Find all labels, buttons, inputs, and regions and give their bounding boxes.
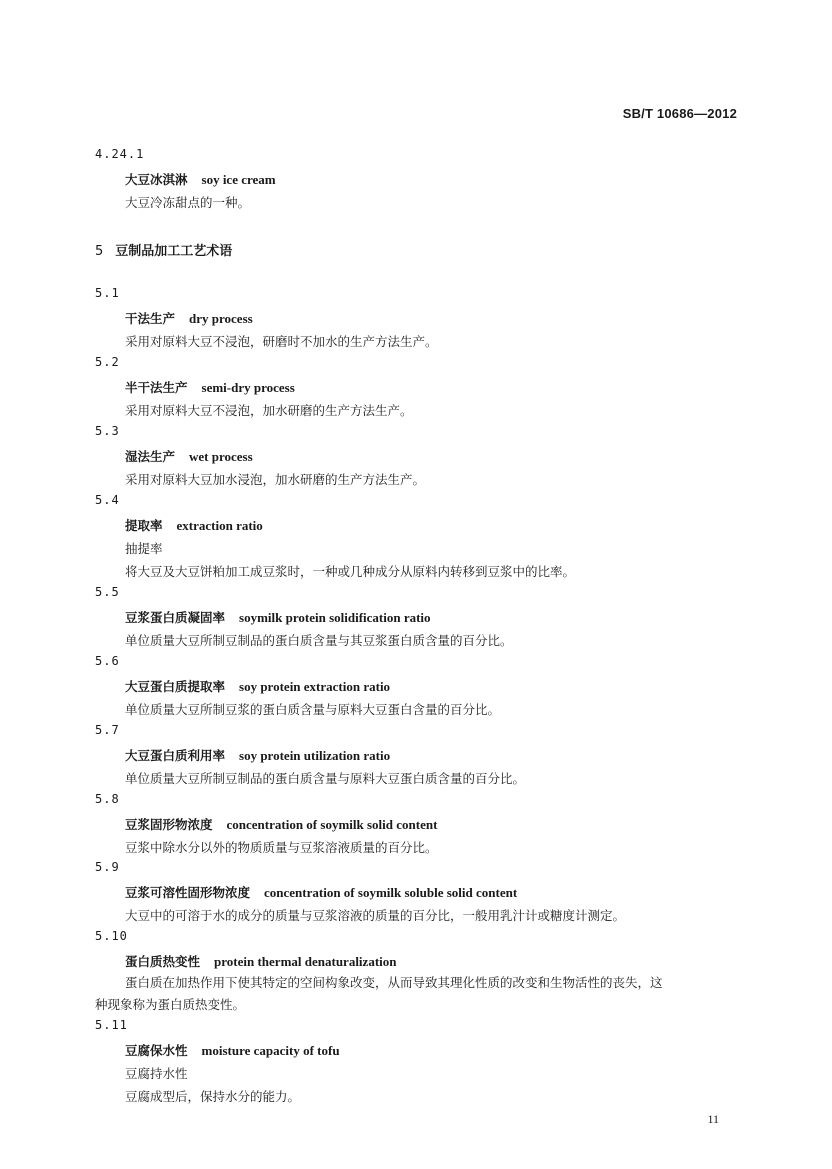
term-en: dry process [189,311,253,326]
term-heading [125,746,390,764]
term-definition [95,972,737,1016]
term-zh: 蛋白质热变性 [125,954,201,969]
term-en: soy ice cream [201,172,276,187]
clause-number: 5.2 [95,355,120,369]
term-heading [125,883,517,901]
term-definition: 将大豆及大豆饼粕加工成豆浆时，一种或几种成分从原料内转移到豆浆中的比率。 [125,564,576,579]
page-number: 11 [707,1112,719,1126]
term-definition: 大豆中的可溶于水的成分的质量与豆浆溶液的质量的百分比，一般用乳汁计或糖度计测定。 [125,908,626,923]
term-heading [125,516,263,534]
term-definition: 单位质量大豆所制豆制品的蛋白质含量与原料大豆蛋白质含量的百分比。 [125,771,526,786]
term-zh: 豆腐保水性 [125,1043,188,1058]
term-heading [125,677,390,695]
clause-number: 4.24.1 [95,147,145,161]
term-zh: 豆浆固形物浓度 [125,817,213,832]
term-definition: 采用对原料大豆不浸泡，研磨时不加水的生产方法生产。 [125,334,438,349]
term-definition: 单位质量大豆所制豆制品的蛋白质含量与其豆浆蛋白质含量的百分比。 [125,633,513,648]
section-title: 豆制品加工工艺术语 [115,244,233,259]
term-zh: 大豆蛋白质提取率 [125,679,226,694]
term-zh: 大豆冰淇淋 [125,172,188,187]
clause-number: 5.4 [95,493,120,507]
term-en: protein thermal denaturalization [214,954,397,969]
term-en: wet process [189,449,253,464]
clause-number: 5.8 [95,792,120,806]
term-definition: 采用对原料大豆不浸泡，加水研磨的生产方法生产。 [125,403,413,418]
term-heading [125,170,276,188]
clause-number: 5.11 [95,1018,128,1032]
term-definition-line: 蛋白质在加热作用下使其特定的空间构象改变，从而导致其理化性质的改变和生物活性的丧失，这 [125,975,663,990]
term-en: soy protein extraction ratio [239,679,391,694]
term-zh: 豆浆可溶性固形物浓度 [125,885,251,900]
term-zh: 提取率 [125,518,163,533]
term-synonym: 豆腐持水性 [125,1066,188,1081]
term-zh: 半干法生产 [125,380,188,395]
term-zh: 干法生产 [125,311,176,326]
term-heading [125,608,431,626]
term-heading [125,815,437,833]
section-number: 5 [95,244,104,259]
term-synonym: 抽提率 [125,541,163,556]
term-heading [125,1041,340,1059]
term-en: moisture capacity of tofu [201,1043,340,1058]
standard-code: SB/T 10686—2012 [622,106,737,121]
term-definition: 采用对原料大豆加水浸泡，加水研磨的生产方法生产。 [125,472,426,487]
term-en: soy protein utilization ratio [239,748,391,763]
term-definition-line: 种现象称为蛋白质热变性。 [95,997,246,1012]
term-heading [125,309,253,327]
term-zh: 大豆蛋白质利用率 [125,748,226,763]
term-heading [125,952,397,970]
clause-number: 5.5 [95,585,120,599]
term-en: concentration of soymilk soluble solid content [264,885,518,900]
section-heading [95,240,232,259]
term-definition: 单位质量大豆所制豆浆的蛋白质含量与原料大豆蛋白含量的百分比。 [125,702,501,717]
term-en: extraction ratio [176,518,263,533]
clause-number: 5.10 [95,929,128,943]
clause-number: 5.6 [95,654,120,668]
term-heading [125,447,253,465]
term-definition: 大豆冷冻甜点的一种。 [125,195,251,210]
term-heading [125,378,295,396]
term-zh: 湿法生产 [125,449,176,464]
clause-number: 5.1 [95,286,120,300]
term-en: soymilk protein solidification ratio [239,610,431,625]
term-en: concentration of soymilk solid content [226,817,438,832]
clause-number: 5.7 [95,723,120,737]
term-definition: 豆浆中除水分以外的物质质量与豆浆溶液质量的百分比。 [125,840,438,855]
clause-number: 5.3 [95,424,120,438]
term-en: semi-dry process [201,380,295,395]
clause-number: 5.9 [95,860,120,874]
term-definition: 豆腐成型后，保持水分的能力。 [125,1089,301,1104]
term-zh: 豆浆蛋白质凝固率 [125,610,226,625]
